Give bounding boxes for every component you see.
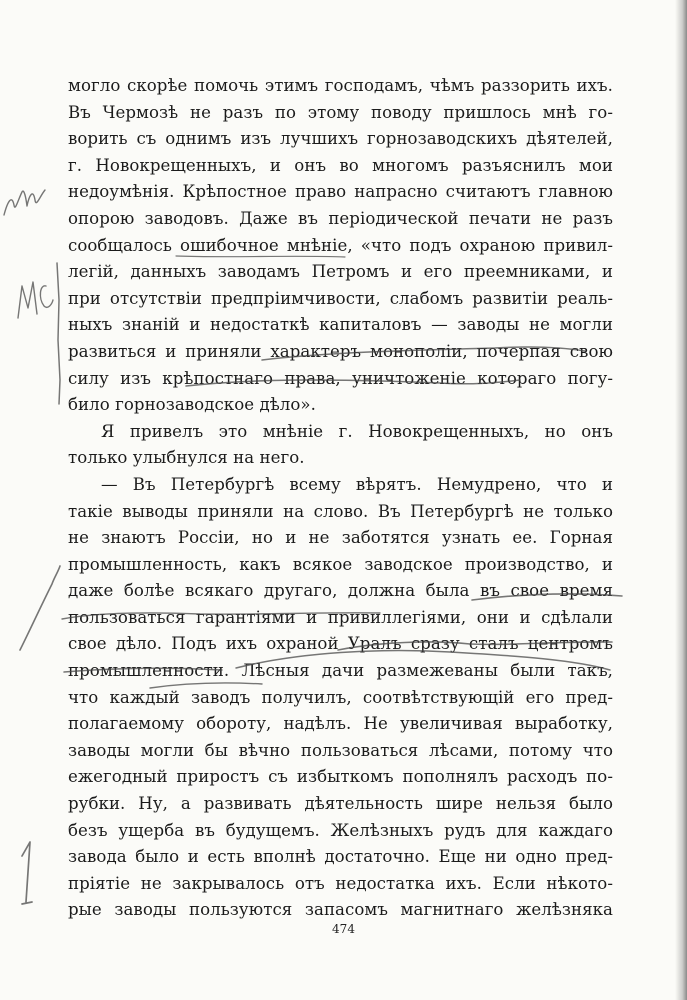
text-line: легій, данныхъ заводамъ Петромъ и его преемниками, и bbox=[68, 262, 613, 282]
text-line: при отсутствіи предпріимчивости, слабомъ развитіи реаль- bbox=[68, 288, 613, 308]
text-line: г. Новокрещенныхъ, и онъ во многомъ разъяснилъ мои bbox=[68, 155, 613, 175]
text-line: развиться и приняли характеръ монополіи, почерпая свою bbox=[68, 341, 613, 361]
text-line: рые заводы пользуются запасомъ магнитнаго желѣзняка bbox=[68, 900, 613, 920]
text-line: заводы могли бы вѣчно пользоваться лѣсами, потому что bbox=[68, 740, 613, 760]
text-line: сообщалось ошибочное мнѣніе, «что подъ охраною привил- bbox=[68, 235, 613, 255]
text-line: опорою заводовъ. Даже въ періодической печати не разъ bbox=[68, 208, 613, 228]
text-line: промышленности. Лѣсныя дачи размежеваны были такъ, bbox=[68, 661, 613, 681]
text-line: — Въ Петербургѣ всему вѣрятъ. Немудрено, что и bbox=[101, 474, 613, 494]
text-line: даже болѣе всякаго другаго, должна была въ свое время bbox=[68, 581, 613, 601]
text-line: ворить съ однимъ изъ лучшихъ горнозаводскихъ дѣятелей, bbox=[68, 129, 613, 149]
page-number: 474 bbox=[332, 922, 355, 936]
text-line: могло скорѣе помочь этимъ господамъ, чѣмъ раззорить ихъ. bbox=[68, 76, 613, 95]
text-line: что каждый заводъ получилъ, соотвѣтствующій его пред- bbox=[68, 687, 613, 707]
text-line: пользоваться гарантіями и привиллегіями, они и сдѣлали bbox=[68, 607, 613, 627]
text-line: рубки. Ну, а развивать дѣятельность шире нельзя было bbox=[68, 794, 613, 814]
text-line: силу изъ крѣпостнаго права, уничтоженіе котораго погу- bbox=[68, 368, 613, 388]
text-line: завода было и есть вполнѣ достаточно. Еще ни одно пред- bbox=[68, 847, 613, 867]
text-line: не знаютъ Россіи, но и не заботятся узнать ее. Горная bbox=[68, 528, 613, 548]
text-line: Въ Чермозѣ не разъ по этому поводу пришлось мнѣ го- bbox=[68, 102, 613, 122]
text-line: Я привелъ это мнѣніе г. Новокрещенныхъ, но онъ bbox=[101, 421, 613, 441]
text-line: ежегодный приростъ съ избыткомъ пополнялъ расходъ по- bbox=[68, 767, 613, 787]
text-line: такіе выводы приняли на слово. Въ Петербургѣ не только bbox=[68, 501, 613, 521]
text-line: только улыбнулся на него. bbox=[68, 448, 305, 468]
text-line: било горнозаводское дѣло». bbox=[68, 395, 316, 415]
text-line: промышленность, какъ всякое заводское производство, и bbox=[68, 554, 613, 574]
text-line: безъ ущерба въ будущемъ. Желѣзныхъ рудъ для каждаго bbox=[68, 820, 613, 840]
text-line: пріятіе не закрывалось отъ недостатка ихъ. Если нѣкото- bbox=[68, 873, 613, 893]
text-line: недоумѣнія. Крѣпостное право напрасно считаютъ главною bbox=[68, 182, 613, 202]
text-line: полагаемому обороту, надѣлъ. Не увеличивая выработку, bbox=[68, 714, 613, 734]
body-text bbox=[68, 73, 613, 924]
text-line: свое дѣло. Подъ ихъ охраной Уралъ сразу сталъ центромъ bbox=[68, 634, 613, 654]
page-edge-shadow bbox=[675, 0, 687, 1000]
text-line: ныхъ знаній и недостаткѣ капиталовъ — заводы не могли bbox=[68, 315, 613, 335]
